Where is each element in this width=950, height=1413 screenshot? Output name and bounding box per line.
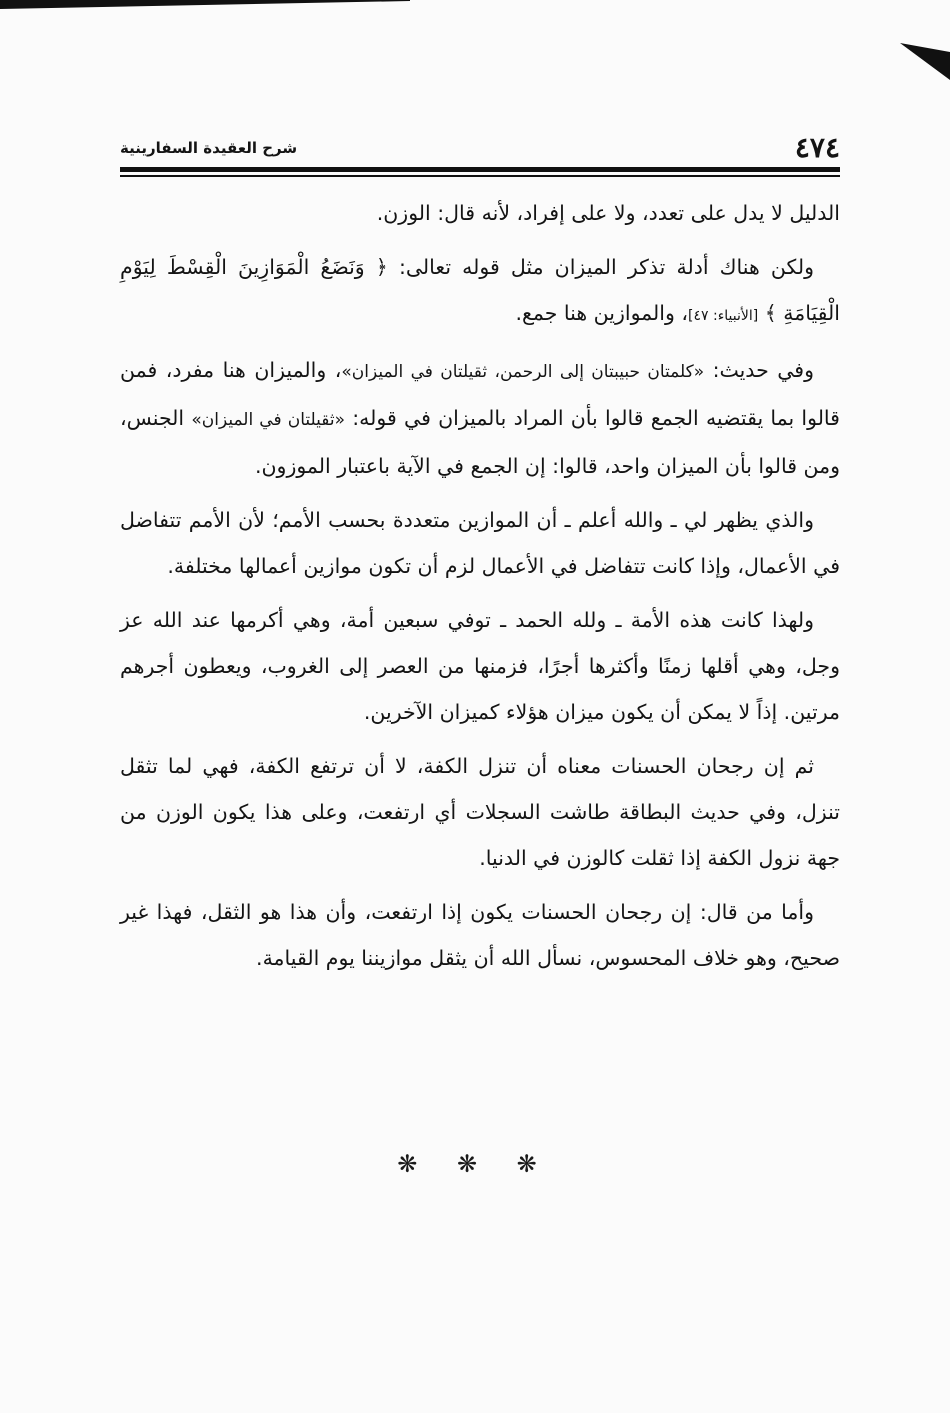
- paragraph-text: ولكن هناك أدلة تذكر الميزان مثل قوله تعالى: ﴿ وَنَضَعُ الْمَوَازِينَ الْقِسْطَ لِيَوْمِ الْقِيَامَةِ ﴾: [120, 255, 840, 325]
- paragraph-text: ثم إن رجحان الحسنات معناه أن تنزل الكفة، لا أن ترتفع الكفة، فهي لما تثقل تنزل، وفي حديث البطاقة طاشت السجلات أي ارتفعت، وعلى هذا يكون الوزن من جهة نزول الكفة إذا ثقلت كالوزن في الدنيا.: [120, 754, 840, 870]
- section-separator: ❋ ❋ ❋: [397, 1150, 553, 1178]
- paragraph-text: ، والميزان هنا مفرد، فمن قالوا بما يقتضيه الجمع قالوا بأن المراد بالميزان في قوله:: [120, 358, 840, 430]
- verse-reference: [الأنبياء: ٤٧]: [688, 308, 759, 324]
- page-header: [120, 132, 840, 164]
- paragraph: [120, 190, 840, 236]
- paragraph: [120, 244, 840, 339]
- corner-scan-mark: [900, 40, 950, 80]
- paragraph-text: ، والموازين هنا جمع.: [515, 301, 689, 325]
- header-rule-thick: [120, 167, 840, 172]
- paragraph-text: والذي يظهر لي ـ والله أعلم ـ أن الموازين متعددة بحسب الأمم؛ لأن الأمم تتفاضل في الأعمال، وإذا كانت تتفاضل في الأعمال لزم أن تكون موازين أعمالها مختلفة.: [120, 508, 840, 578]
- header-rule-thin: [120, 175, 840, 177]
- hadith-quote: «كلمتان حبيبتان إلى الرحمن، ثقيلتان في الميزان»: [341, 362, 705, 382]
- scan-top-edge: [0, 0, 410, 10]
- paragraph-text: الجنس، ومن قالوا بأن الميزان واحد، قالوا: إن الجمع في الآية باعتبار الموزون.: [120, 406, 840, 478]
- paragraph: [120, 889, 840, 981]
- paragraph: [120, 347, 840, 489]
- hadith-quote: «ثقيلتان في الميزان»: [191, 410, 345, 430]
- paragraph-text: وأما من قال: إن رجحان الحسنات يكون إذا ارتفعت، وأن هذا هو الثقل، فهذا غير صحيح، وهو خلاف المحسوس، نسأل الله أن يثقل موازيننا يوم القيامة.: [120, 900, 840, 970]
- paragraph: [120, 497, 840, 589]
- paragraph-text: ولهذا كانت هذه الأمة ـ ولله الحمد ـ توفي سبعين أمة، وهي أكرمها عند الله عز وجل، وهي أقلها زمنًا وأكثرها أجرًا، فزمنها من العصر إلى الغروب، ويعطون أجرهم مرتين. إذاً لا يمكن أن يكون ميزان هؤلاء كميزان الآخرين.: [120, 608, 840, 724]
- paragraph: [120, 743, 840, 881]
- book-title: شرح العقيدة السفارينية: [120, 139, 298, 157]
- page-number: ٤٧٤: [794, 131, 840, 164]
- paragraph-text: الدليل لا يدل على تعدد، ولا على إفراد، لأنه قال: الوزن.: [376, 201, 840, 225]
- body-text: [120, 190, 840, 989]
- paragraph: [120, 597, 840, 735]
- paragraph-text: وفي حديث:: [704, 358, 814, 382]
